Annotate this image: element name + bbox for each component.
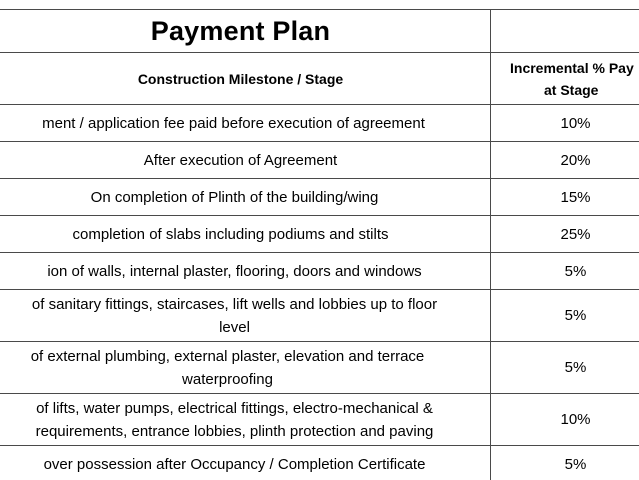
title-row-empty-cell	[491, 10, 639, 53]
row-stage-line2: waterproofing	[182, 370, 273, 388]
row-percent: 5%	[491, 446, 639, 480]
row-stage-line1: of external plumbing, external plaster, elevation and terrace	[30, 347, 425, 365]
row-percent: 25%	[491, 216, 639, 253]
row-percent: 5%	[491, 253, 639, 290]
row-stage-line2: level	[219, 318, 250, 336]
row-percent: 10%	[491, 394, 639, 446]
row-percent: 5%	[491, 342, 639, 394]
row-stage-text: ion of walls, internal plaster, flooring, doors and windows	[47, 262, 422, 280]
payment-plan-table	[0, 9, 639, 480]
header-payment	[491, 53, 639, 105]
row-stage	[0, 179, 491, 216]
header-row	[0, 53, 639, 105]
row-stage-line1: of sanitary fittings, staircases, lift wells and lobbies up to floor	[31, 295, 438, 313]
table-row	[0, 179, 639, 216]
table-row	[0, 394, 639, 446]
row-stage	[0, 394, 491, 446]
row-stage-text: over possession after Occupancy / Completion Certificate	[43, 455, 426, 473]
row-stage	[0, 290, 491, 342]
row-stage	[0, 142, 491, 179]
title-row	[0, 10, 639, 53]
header-stage-label: Construction Milestone / Stage	[137, 70, 344, 87]
row-stage	[0, 253, 491, 290]
table-row	[0, 105, 639, 142]
header-payment-line1: Incremental % Pay	[510, 59, 634, 76]
row-percent: 20%	[491, 142, 639, 179]
table-title: Payment Plan	[0, 10, 491, 53]
row-percent: 10%	[491, 105, 639, 142]
row-stage-text: ment / application fee paid before execution of agreement	[42, 114, 425, 132]
table-row	[0, 342, 639, 394]
row-stage-text: completion of slabs including podiums and stilts	[72, 225, 389, 243]
table-row	[0, 290, 639, 342]
table-row	[0, 253, 639, 290]
row-stage-line2: requirements, entrance lobbies, plinth protection and paving	[35, 422, 434, 440]
row-stage	[0, 342, 491, 394]
header-stage	[0, 53, 491, 105]
row-stage	[0, 105, 491, 142]
table-row	[0, 142, 639, 179]
row-percent: 5%	[491, 290, 639, 342]
row-stage-text: After execution of Agreement	[143, 151, 338, 169]
table-row	[0, 216, 639, 253]
row-stage-text: On completion of Plinth of the building/wing	[90, 188, 379, 206]
row-stage	[0, 216, 491, 253]
row-stage	[0, 446, 491, 480]
row-percent: 15%	[491, 179, 639, 216]
row-stage-line1: of lifts, water pumps, electrical fittings, electro-mechanical &	[36, 399, 433, 417]
table-row	[0, 446, 639, 480]
header-payment-line2: at Stage	[544, 81, 599, 98]
